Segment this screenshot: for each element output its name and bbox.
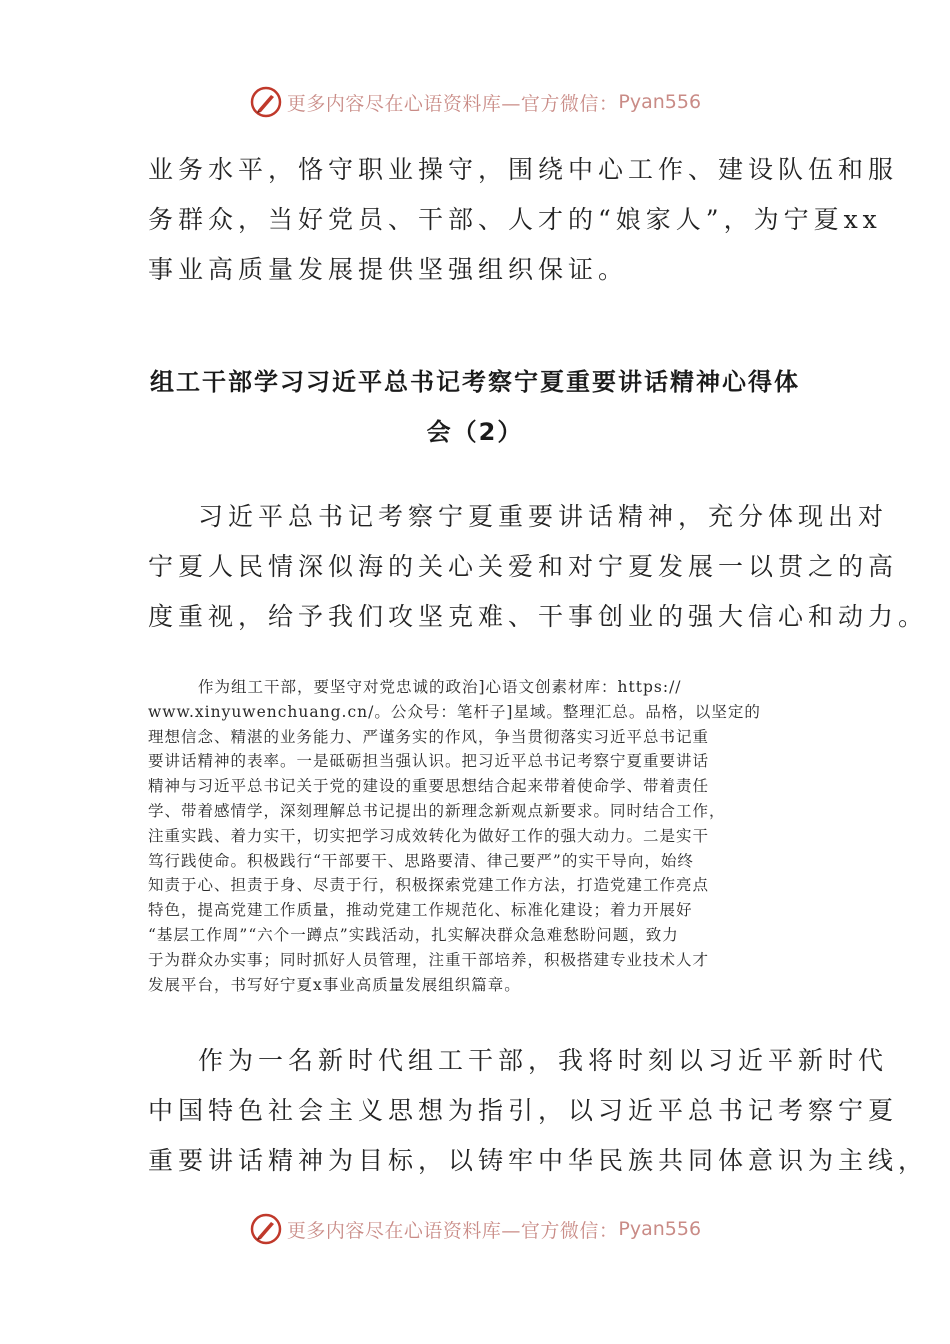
paragraph-line: 知责于心、担责于身、尽责于行，积极探索党建工作方法，打造党建工作亮点 bbox=[148, 876, 710, 895]
paragraph-line: “基层工作周”“六个一蹲点”实践活动，扎实解决群众急难愁盼问题，致力 bbox=[148, 925, 679, 944]
paragraph-line: 笃行践使命。积极践行“干部要干、思路要清、律己要严”的实干导向，始终 bbox=[148, 851, 694, 870]
paragraph-line: 作为组工干部，要坚守对党忠诚的政治]心语文创素材库：https:// bbox=[198, 678, 682, 696]
footer-banner bbox=[0, 1209, 950, 1249]
paragraph-line: 度重视，给予我们攻坚克难、干事创业的强大信心和动力。 bbox=[148, 602, 929, 631]
title-line: 组工干部学习习近平总书记考察宁夏重要讲话精神心得体 bbox=[150, 368, 800, 396]
paragraph-line: 事业高质量发展提供坚强组织保证。 bbox=[148, 255, 629, 284]
paragraph-line: 理想信念、精湛的业务能力、严谨务实的作风，争当贯彻落实习近平总书记重 bbox=[148, 727, 710, 746]
paragraph-line: 业务水平，恪守职业操守，围绕中心工作、建设队伍和服 bbox=[148, 155, 899, 184]
paragraph-line: 要讲话精神的表率。一是砥砺担当强认识。把习近平总书记考察宁夏重要讲话 bbox=[148, 752, 710, 771]
paragraph-line: 中国特色社会主义思想为指引，以习近平总书记考察宁夏 bbox=[148, 1096, 899, 1125]
paragraph-2 bbox=[148, 492, 929, 642]
header-banner-wechat: Pyan556 bbox=[618, 91, 702, 113]
paragraph-1 bbox=[148, 145, 899, 295]
paragraph-line: 宁夏人民情深似海的关心关爱和对宁夏发展一以贯之的高 bbox=[148, 552, 899, 581]
pen-circle-icon bbox=[249, 1212, 283, 1246]
paragraph-line: 作为一名新时代组工干部，我将时刻以习近平新时代 bbox=[198, 1046, 889, 1075]
paragraph-4 bbox=[148, 1036, 929, 1186]
paragraph-line: 学、带着感情学，深刻理解总书记提出的新理念新观点新要求。同时结合工作， bbox=[148, 801, 726, 820]
header-banner bbox=[0, 82, 950, 122]
paragraph-3 bbox=[148, 675, 808, 997]
paragraph-line: 精神与习近平总书记关于党的建设的重要思想结合起来带着使命学、带着责任 bbox=[148, 777, 710, 796]
paragraph-line: 注重实践、着力实干，切实把学习成效转化为做好工作的强大动力。二是实干 bbox=[148, 826, 710, 845]
paragraph-line: 发展平台，书写好宁夏x事业高质量发展组织篇章。 bbox=[148, 975, 521, 994]
paragraph-line: www.xinyuwenchuang.cn/。公众号：笔杆子]星域。整理汇总。品格，以坚定的 bbox=[148, 702, 761, 721]
paragraph-line: 重要讲话精神为目标，以铸牢中华民族共同体意识为主线， bbox=[148, 1146, 929, 1175]
title-line: 会（2） bbox=[426, 418, 524, 446]
paragraph-line: 特色，提高党建工作质量，推动党建工作规范化、标准化建设；着力开展好 bbox=[148, 901, 693, 920]
header-banner-text: 更多内容尽在心语资料库—官方微信： bbox=[286, 92, 619, 115]
footer-banner-text: 更多内容尽在心语资料库—官方微信： bbox=[286, 1219, 619, 1242]
footer-banner-wechat: Pyan556 bbox=[618, 1218, 702, 1240]
paragraph-line: 于为群众办实事；同时抓好人员管理，注重干部培养，积极搭建专业技术人才 bbox=[148, 950, 710, 969]
section-title bbox=[145, 357, 805, 457]
pen-circle-icon bbox=[249, 85, 283, 119]
paragraph-line: 务群众，当好党员、干部、人才的“娘家人”，为宁夏xx bbox=[148, 205, 882, 234]
paragraph-line: 习近平总书记考察宁夏重要讲话精神，充分体现出对 bbox=[198, 502, 889, 531]
